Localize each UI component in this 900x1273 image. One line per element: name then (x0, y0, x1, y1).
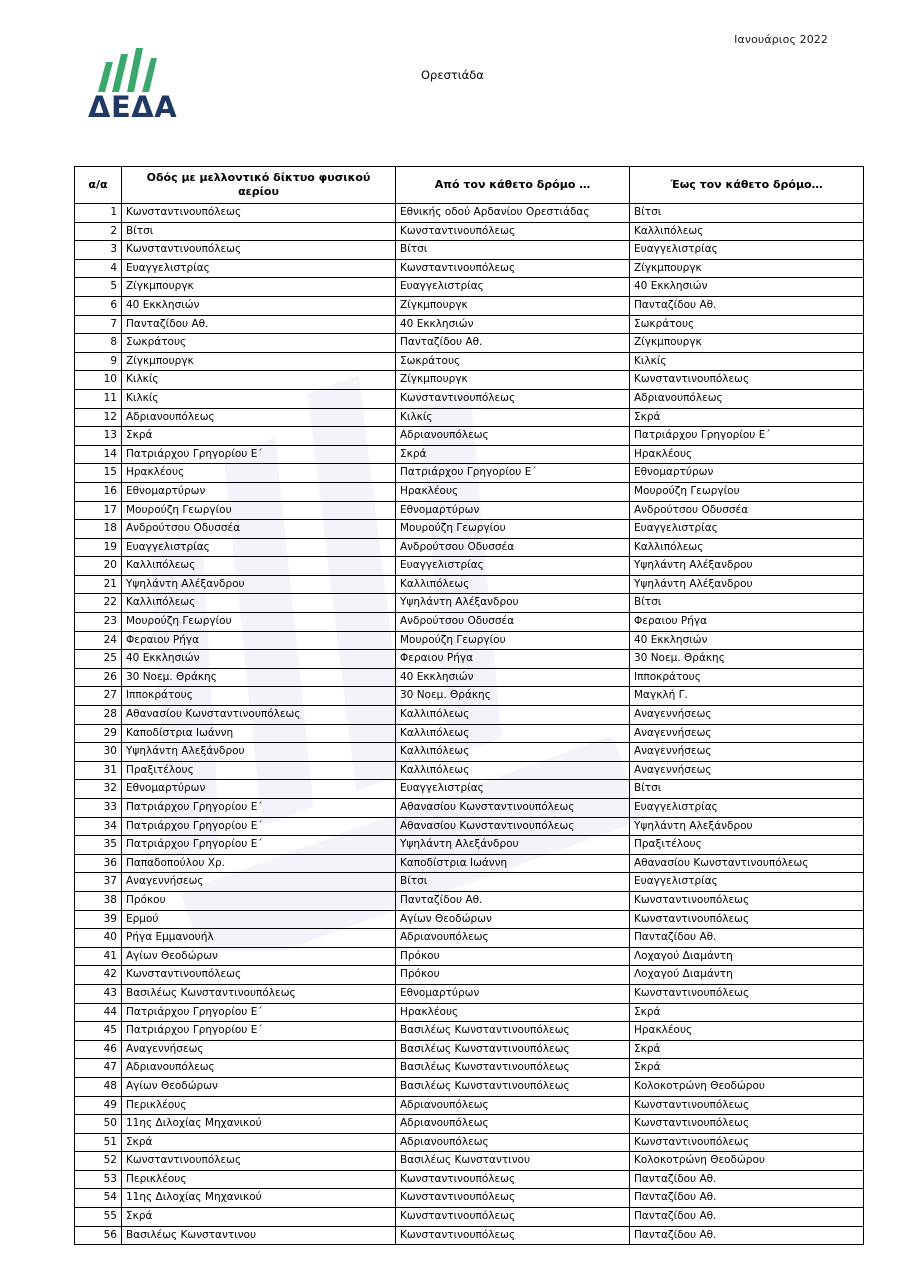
cell-from: Ευαγγελιστρίας (396, 557, 630, 576)
cell-index: 28 (75, 706, 122, 725)
cell-to: Ηρακλέους (630, 445, 864, 464)
cell-to: Υψηλάντη Αλεξάνδρου (630, 817, 864, 836)
cell-street: 11ης Διλοχίας Μηχανικού (122, 1189, 396, 1208)
city-title: Ορεστιάδα (421, 68, 484, 82)
cell-to: Βίτσι (630, 594, 864, 613)
cell-to: Εθνομαρτύρων (630, 464, 864, 483)
table-row (75, 296, 864, 315)
cell-to: Βίτσι (630, 780, 864, 799)
cell-index: 22 (75, 594, 122, 613)
cell-index: 50 (75, 1115, 122, 1134)
cell-street: Βίτσι (122, 222, 396, 241)
cell-index: 41 (75, 947, 122, 966)
cell-to: Αθανασίου Κωνσταντινουπόλεως (630, 854, 864, 873)
cell-index: 23 (75, 613, 122, 632)
column-header-to: Έως τον κάθετο δρόμο… (630, 167, 864, 204)
cell-from: 40 Εκκλησιών (396, 315, 630, 334)
cell-street: Πραξιτέλους (122, 761, 396, 780)
cell-index: 21 (75, 575, 122, 594)
cell-index: 32 (75, 780, 122, 799)
cell-index: 1 (75, 204, 122, 223)
table-row (75, 1003, 864, 1022)
cell-to: Υψηλάντη Αλέξανδρου (630, 575, 864, 594)
cell-to: Ευαγγελιστρίας (630, 520, 864, 539)
cell-from: Υψηλάντη Αλέξανδρου (396, 594, 630, 613)
cell-from: Εθνικής οδού Αρδανίου Ορεστιάδας (396, 204, 630, 223)
cell-to: Κωνσταντινουπόλεως (630, 1115, 864, 1134)
table-row (75, 1096, 864, 1115)
cell-to: Σκρά (630, 1040, 864, 1059)
document-date: Ιανουάριος 2022 (734, 33, 828, 46)
table-row (75, 613, 864, 632)
table-row (75, 464, 864, 483)
cell-to: Βίτσι (630, 204, 864, 223)
cell-street: Πατριάρχου Γρηγορίου Ε΄ (122, 836, 396, 855)
table-row (75, 538, 864, 557)
cell-index: 18 (75, 520, 122, 539)
cell-to: Λοχαγού Διαμάντη (630, 947, 864, 966)
cell-from: Αδριανουπόλεως (396, 929, 630, 948)
cell-index: 7 (75, 315, 122, 334)
cell-to: Αδριανουπόλεως (630, 389, 864, 408)
cell-from: Κωνσταντινουπόλεως (396, 1189, 630, 1208)
cell-from: Κωνσταντινουπόλεως (396, 259, 630, 278)
cell-to: Πανταζίδου Αθ. (630, 1170, 864, 1189)
cell-index: 34 (75, 817, 122, 836)
cell-index: 37 (75, 873, 122, 892)
cell-from: Αδριανουπόλεως (396, 1096, 630, 1115)
cell-from: Μουρούζη Γεωργίου (396, 520, 630, 539)
table-row (75, 706, 864, 725)
cell-street: Κωνσταντινουπόλεως (122, 241, 396, 260)
cell-from: Καλλιπόλεως (396, 724, 630, 743)
table-row (75, 594, 864, 613)
table-row (75, 1022, 864, 1041)
cell-from: Καποδίστρια Ιωάννη (396, 854, 630, 873)
column-header-from: Από τον κάθετο δρόμο … (396, 167, 630, 204)
table-row (75, 482, 864, 501)
cell-from: Βασιλέως Κωνσταντινουπόλεως (396, 1077, 630, 1096)
cell-from: Αδριανουπόλεως (396, 1115, 630, 1134)
table-row (75, 334, 864, 353)
cell-from: Βασιλέως Κωνσταντινουπόλεως (396, 1059, 630, 1078)
cell-index: 6 (75, 296, 122, 315)
cell-from: Καλλιπόλεως (396, 743, 630, 762)
cell-from: Ζίγκμπουργκ (396, 371, 630, 390)
table-row (75, 650, 864, 669)
cell-street: Ανδρούτσου Οδυσσέα (122, 520, 396, 539)
table-row (75, 557, 864, 576)
table-row (75, 724, 864, 743)
cell-street: Ζίγκμπουργκ (122, 352, 396, 371)
cell-from: Αγίων Θεοδώρων (396, 910, 630, 929)
deda-bars-icon (96, 46, 158, 92)
cell-index: 8 (75, 334, 122, 353)
streets-table-wrapper (74, 166, 827, 1245)
cell-street: Ευαγγελιστρίας (122, 259, 396, 278)
cell-index: 40 (75, 929, 122, 948)
cell-from: Καλλιπόλεως (396, 575, 630, 594)
table-row (75, 1040, 864, 1059)
cell-to: Σκρά (630, 408, 864, 427)
cell-street: Περικλέους (122, 1096, 396, 1115)
cell-street: Αθανασίου Κωνσταντινουπόλεως (122, 706, 396, 725)
table-row (75, 780, 864, 799)
cell-street: 11ης Διλοχίας Μηχανικού (122, 1115, 396, 1134)
cell-to: Κωνσταντινουπόλεως (630, 984, 864, 1003)
cell-to: Κωνσταντινουπόλεως (630, 1096, 864, 1115)
table-row (75, 910, 864, 929)
cell-index: 52 (75, 1152, 122, 1171)
cell-street: Κωνσταντινουπόλεως (122, 204, 396, 223)
cell-index: 14 (75, 445, 122, 464)
cell-from: Υψηλάντη Αλεξάνδρου (396, 836, 630, 855)
cell-street: Ηρακλέους (122, 464, 396, 483)
table-row (75, 278, 864, 297)
table-row (75, 1133, 864, 1152)
cell-from: Σωκράτους (396, 352, 630, 371)
cell-index: 36 (75, 854, 122, 873)
cell-to: Υψηλάντη Αλέξανδρου (630, 557, 864, 576)
cell-street: Αγίων Θεοδώρων (122, 947, 396, 966)
cell-street: Κιλκίς (122, 389, 396, 408)
cell-to: Ευαγγελιστρίας (630, 799, 864, 818)
cell-from: Φεραιου Ρήγα (396, 650, 630, 669)
cell-index: 10 (75, 371, 122, 390)
cell-to: Μαγκλή Γ. (630, 687, 864, 706)
cell-to: 40 Εκκλησιών (630, 631, 864, 650)
streets-table (74, 166, 864, 1245)
cell-to: Ζίγκμπουργκ (630, 334, 864, 353)
cell-index: 35 (75, 836, 122, 855)
cell-index: 12 (75, 408, 122, 427)
cell-index: 54 (75, 1189, 122, 1208)
cell-index: 49 (75, 1096, 122, 1115)
table-row (75, 984, 864, 1003)
table-row (75, 389, 864, 408)
cell-street: Αδριανουπόλεως (122, 1059, 396, 1078)
cell-from: Κωνσταντινουπόλεως (396, 1208, 630, 1227)
cell-from: Πατριάρχου Γρηγορίου Ε΄ (396, 464, 630, 483)
cell-index: 5 (75, 278, 122, 297)
table-row (75, 947, 864, 966)
table-row (75, 520, 864, 539)
cell-street: Πανταζίδου Αθ. (122, 315, 396, 334)
cell-street: Παπαδοπούλου Χρ. (122, 854, 396, 873)
cell-to: Καλλιπόλεως (630, 222, 864, 241)
cell-to: Κωνσταντινουπόλεως (630, 891, 864, 910)
table-row (75, 427, 864, 446)
cell-street: Ευαγγελιστρίας (122, 538, 396, 557)
deda-logo (88, 46, 198, 124)
table-row (75, 1226, 864, 1245)
cell-from: Ηρακλέους (396, 1003, 630, 1022)
table-row (75, 501, 864, 520)
cell-street: 40 Εκκλησιών (122, 650, 396, 669)
cell-to: 30 Νοεμ. Θράκης (630, 650, 864, 669)
cell-from: Ευαγγελιστρίας (396, 780, 630, 799)
cell-from: Αδριανουπόλεως (396, 1133, 630, 1152)
cell-street: Αγίων Θεοδώρων (122, 1077, 396, 1096)
cell-to: Πανταζίδου Αθ. (630, 1189, 864, 1208)
cell-from: Εθνομαρτύρων (396, 501, 630, 520)
cell-street: Σωκράτους (122, 334, 396, 353)
cell-index: 15 (75, 464, 122, 483)
cell-to: Αναγεννήσεως (630, 724, 864, 743)
cell-index: 29 (75, 724, 122, 743)
cell-index: 16 (75, 482, 122, 501)
cell-from: Βίτσι (396, 873, 630, 892)
cell-index: 4 (75, 259, 122, 278)
cell-to: Ηρακλέους (630, 1022, 864, 1041)
table-row (75, 575, 864, 594)
cell-street: Πατριάρχου Γρηγορίου Ε΄ (122, 1003, 396, 1022)
cell-from: Κιλκίς (396, 408, 630, 427)
table-row (75, 929, 864, 948)
cell-index: 24 (75, 631, 122, 650)
cell-from: Βασιλέως Κωνσταντινουπόλεως (396, 1022, 630, 1041)
cell-to: Ανδρούτσου Οδυσσέα (630, 501, 864, 520)
cell-street: Πρόκου (122, 891, 396, 910)
cell-street: Πατριάρχου Γρηγορίου Ε΄ (122, 1022, 396, 1041)
deda-logo-text: ΔΕΔΑ (88, 90, 178, 124)
table-row (75, 1152, 864, 1171)
table-row (75, 241, 864, 260)
cell-from: Ζίγκμπουργκ (396, 296, 630, 315)
cell-from: Αδριανουπόλεως (396, 427, 630, 446)
cell-index: 53 (75, 1170, 122, 1189)
cell-from: 40 Εκκλησιών (396, 668, 630, 687)
cell-index: 45 (75, 1022, 122, 1041)
cell-to: Φεραιου Ρήγα (630, 613, 864, 632)
cell-to: Λοχαγού Διαμάντη (630, 966, 864, 985)
cell-street: 30 Νοεμ. Θράκης (122, 668, 396, 687)
cell-to: Ευαγγελιστρίας (630, 873, 864, 892)
column-header-index: α/α (75, 167, 122, 204)
cell-from: Κωνσταντινουπόλεως (396, 222, 630, 241)
cell-to: Αναγεννήσεως (630, 761, 864, 780)
cell-to: Καλλιπόλεως (630, 538, 864, 557)
cell-from: Εθνομαρτύρων (396, 984, 630, 1003)
cell-index: 9 (75, 352, 122, 371)
cell-index: 3 (75, 241, 122, 260)
cell-from: Βασιλέως Κωνσταντινου (396, 1152, 630, 1171)
cell-street: Βασιλέως Κωνσταντινουπόλεως (122, 984, 396, 1003)
cell-to: Πανταζίδου Αθ. (630, 296, 864, 315)
cell-index: 19 (75, 538, 122, 557)
table-row (75, 668, 864, 687)
cell-from: Αθανασίου Κωνσταντινουπόλεως (396, 799, 630, 818)
table-row (75, 408, 864, 427)
cell-index: 31 (75, 761, 122, 780)
cell-street: Σκρά (122, 1208, 396, 1227)
cell-street: Ιπποκράτους (122, 687, 396, 706)
cell-street: Υψηλάντη Αλεξάνδρου (122, 743, 396, 762)
table-row (75, 873, 864, 892)
table-row (75, 352, 864, 371)
cell-from: Βίτσι (396, 241, 630, 260)
cell-index: 38 (75, 891, 122, 910)
table-row (75, 854, 864, 873)
cell-street: Καποδίστρια Ιωάννη (122, 724, 396, 743)
cell-to: Αναγεννήσεως (630, 706, 864, 725)
table-header-row (75, 167, 864, 204)
table-row (75, 1208, 864, 1227)
cell-street: Πατριάρχου Γρηγορίου Ε΄ (122, 445, 396, 464)
cell-from: Πανταζίδου Αθ. (396, 334, 630, 353)
cell-to: Πανταζίδου Αθ. (630, 1226, 864, 1245)
cell-index: 46 (75, 1040, 122, 1059)
cell-street: 40 Εκκλησιών (122, 296, 396, 315)
table-row (75, 891, 864, 910)
table-head (75, 167, 864, 204)
cell-street: Κιλκίς (122, 371, 396, 390)
cell-to: Κωνσταντινουπόλεως (630, 910, 864, 929)
cell-to: Σωκράτους (630, 315, 864, 334)
cell-index: 13 (75, 427, 122, 446)
cell-street: Αναγεννήσεως (122, 873, 396, 892)
cell-index: 48 (75, 1077, 122, 1096)
cell-to: Πανταζίδου Αθ. (630, 929, 864, 948)
cell-street: Κωνσταντινουπόλεως (122, 1152, 396, 1171)
cell-from: Βασιλέως Κωνσταντινουπόλεως (396, 1040, 630, 1059)
table-row (75, 799, 864, 818)
table-row (75, 836, 864, 855)
cell-index: 55 (75, 1208, 122, 1227)
cell-to: Κωνσταντινουπόλεως (630, 371, 864, 390)
table-row (75, 817, 864, 836)
cell-street: Ερμού (122, 910, 396, 929)
table-row (75, 222, 864, 241)
cell-street: Κωνσταντινουπόλεως (122, 966, 396, 985)
cell-from: Μουρούζη Γεωργίου (396, 631, 630, 650)
cell-to: Κολοκοτρώνη Θεοδώρου (630, 1152, 864, 1171)
table-row (75, 445, 864, 464)
cell-to: Σκρά (630, 1003, 864, 1022)
cell-to: Πανταζίδου Αθ. (630, 1208, 864, 1227)
table-row (75, 743, 864, 762)
table-row (75, 1189, 864, 1208)
cell-street: Μουρούζη Γεωργίου (122, 613, 396, 632)
table-row (75, 687, 864, 706)
cell-index: 44 (75, 1003, 122, 1022)
cell-to: Ευαγγελιστρίας (630, 241, 864, 260)
cell-street: Πατριάρχου Γρηγορίου Ε΄ (122, 799, 396, 818)
cell-from: Καλλιπόλεως (396, 706, 630, 725)
cell-street: Αναγεννήσεως (122, 1040, 396, 1059)
cell-to: Μουρούζη Γεωργίου (630, 482, 864, 501)
cell-from: 30 Νοεμ. Θράκης (396, 687, 630, 706)
cell-index: 25 (75, 650, 122, 669)
cell-street: Ρήγα Εμμανουήλ (122, 929, 396, 948)
cell-index: 26 (75, 668, 122, 687)
cell-from: Αθανασίου Κωνσταντινουπόλεως (396, 817, 630, 836)
cell-index: 11 (75, 389, 122, 408)
cell-index: 51 (75, 1133, 122, 1152)
cell-index: 2 (75, 222, 122, 241)
cell-index: 56 (75, 1226, 122, 1245)
cell-to: Κωνσταντινουπόλεως (630, 1133, 864, 1152)
cell-street: Εθνομαρτύρων (122, 482, 396, 501)
cell-to: 40 Εκκλησιών (630, 278, 864, 297)
column-header-street: Οδός με μελλοντικό δίκτυο φυσικού αερίου (122, 167, 396, 204)
cell-from: Ανδρούτσου Οδυσσέα (396, 613, 630, 632)
cell-index: 17 (75, 501, 122, 520)
cell-street: Σκρά (122, 1133, 396, 1152)
cell-to: Αναγεννήσεως (630, 743, 864, 762)
table-row (75, 371, 864, 390)
cell-street: Υψηλάντη Αλέξανδρου (122, 575, 396, 594)
cell-index: 43 (75, 984, 122, 1003)
cell-street: Μουρούζη Γεωργίου (122, 501, 396, 520)
cell-from: Ηρακλέους (396, 482, 630, 501)
table-row (75, 1077, 864, 1096)
table-body (75, 204, 864, 1245)
cell-from: Κωνσταντινουπόλεως (396, 389, 630, 408)
cell-from: Πανταζίδου Αθ. (396, 891, 630, 910)
table-row (75, 1059, 864, 1078)
cell-street: Εθνομαρτύρων (122, 780, 396, 799)
cell-index: 30 (75, 743, 122, 762)
cell-street: Καλλιπόλεως (122, 594, 396, 613)
cell-street: Πατριάρχου Γρηγορίου Ε΄ (122, 817, 396, 836)
cell-index: 39 (75, 910, 122, 929)
cell-to: Κολοκοτρώνη Θεοδώρου (630, 1077, 864, 1096)
cell-index: 27 (75, 687, 122, 706)
cell-to: Ιπποκράτους (630, 668, 864, 687)
cell-street: Σκρά (122, 427, 396, 446)
table-row (75, 1170, 864, 1189)
cell-index: 47 (75, 1059, 122, 1078)
table-row (75, 259, 864, 278)
cell-to: Πατριάρχου Γρηγορίου Ε΄ (630, 427, 864, 446)
cell-street: Βασιλέως Κωνσταντινου (122, 1226, 396, 1245)
cell-to: Σκρά (630, 1059, 864, 1078)
cell-index: 33 (75, 799, 122, 818)
table-row (75, 1115, 864, 1134)
cell-street: Περικλέους (122, 1170, 396, 1189)
cell-index: 42 (75, 966, 122, 985)
cell-from: Ανδρούτσου Οδυσσέα (396, 538, 630, 557)
table-row (75, 315, 864, 334)
cell-from: Ευαγγελιστρίας (396, 278, 630, 297)
cell-index: 20 (75, 557, 122, 576)
cell-street: Αδριανουπόλεως (122, 408, 396, 427)
table-row (75, 761, 864, 780)
cell-from: Πρόκου (396, 947, 630, 966)
table-row (75, 966, 864, 985)
cell-from: Σκρά (396, 445, 630, 464)
cell-to: Ζίγκμπουργκ (630, 259, 864, 278)
table-row (75, 204, 864, 223)
cell-from: Κωνσταντινουπόλεως (396, 1170, 630, 1189)
cell-from: Κωνσταντινουπόλεως (396, 1226, 630, 1245)
cell-from: Καλλιπόλεως (396, 761, 630, 780)
cell-from: Πρόκου (396, 966, 630, 985)
cell-street: Ζίγκμπουργκ (122, 278, 396, 297)
cell-street: Φεραιου Ρήγα (122, 631, 396, 650)
cell-to: Πραξιτέλους (630, 836, 864, 855)
cell-street: Καλλιπόλεως (122, 557, 396, 576)
cell-to: Κιλκίς (630, 352, 864, 371)
table-row (75, 631, 864, 650)
